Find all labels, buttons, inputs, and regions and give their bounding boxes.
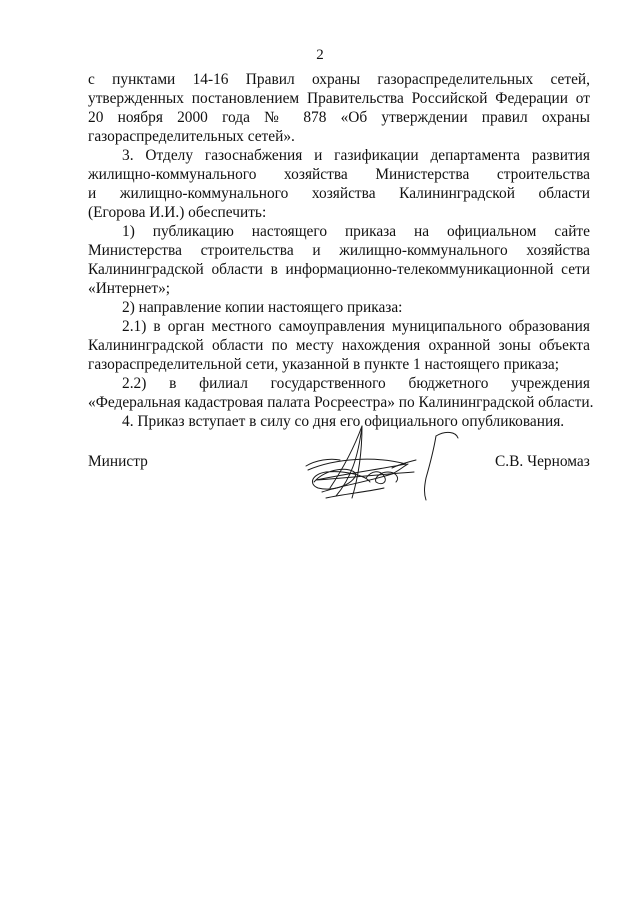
text-line: утвержденных постановлением Правительства Российской Федерации от <box>88 90 590 107</box>
text-line: Калининградской области в информационно-телекоммуникационной сети <box>88 261 590 278</box>
text-line: с пунктами 14-16 Правил охраны газораспределительных сетей, <box>88 71 590 88</box>
text-line: Министерства строительства и жилищно-коммунального хозяйства <box>88 242 590 259</box>
text-line: 2) направление копии настоящего приказа: <box>122 299 403 316</box>
text-line: 4. Приказ вступает в силу со дня его официального опубликования. <box>122 413 565 430</box>
text-line: «Интернет»; <box>88 280 171 297</box>
text-line: (Егорова И.И.) обеспечить: <box>88 204 267 221</box>
text-line: жилищно-коммунального хозяйства Министерства строительства <box>88 166 590 183</box>
handwritten-signature <box>296 408 476 518</box>
page-number: 2 <box>316 47 324 63</box>
signatory-name: С.В. Черномаз <box>495 453 590 470</box>
text-line: 2.1) в орган местного самоуправления муниципального образования <box>122 318 590 335</box>
text-line: 2.2) в филиал государственного бюджетного учреждения <box>122 375 590 392</box>
text-line: и жилищно-коммунального хозяйства Калининградской области <box>88 185 590 202</box>
text-line: газораспределительных сетей». <box>88 128 295 145</box>
text-line: 1) публикацию настоящего приказа на официальном сайте <box>122 223 590 240</box>
text-line: газораспределительной сети, указанной в пункте 1 настоящего приказа; <box>88 356 560 373</box>
text-line: «Федеральная кадастровая палата Росреестра» по Калининградской области. <box>88 394 594 411</box>
text-line: 3. Отделу газоснабжения и газификации департамента развития <box>122 147 590 164</box>
signatory-position: Министр <box>88 453 148 470</box>
text-line: 20 ноября 2000 года № 878 «Об утверждении правил охраны <box>88 109 590 126</box>
text-line: Калининградской области по месту нахождения охранной зоны объекта <box>88 337 590 354</box>
